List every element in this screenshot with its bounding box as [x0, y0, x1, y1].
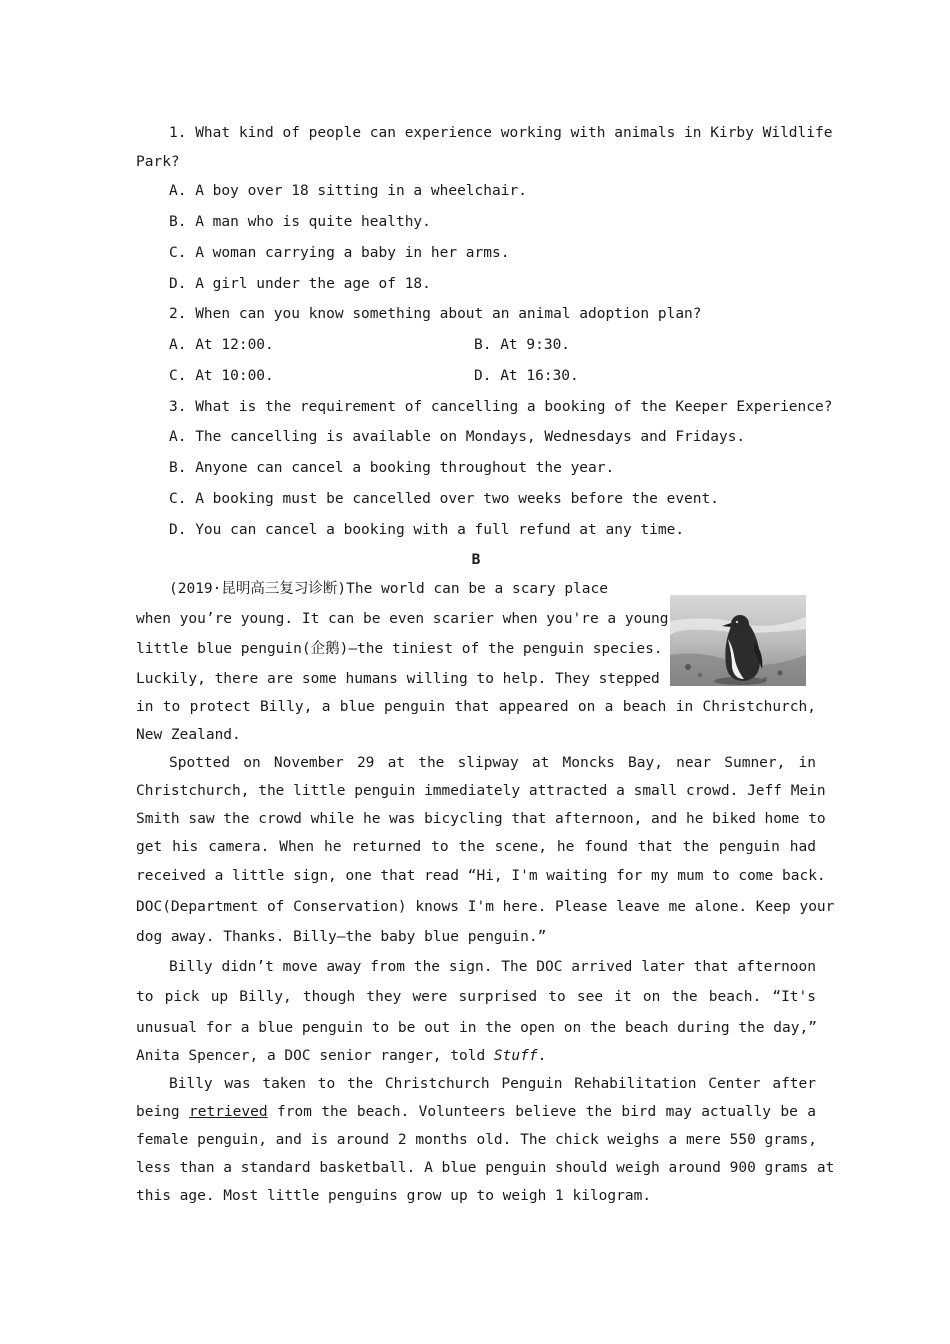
question-2-option-b: B. At 9:30.	[474, 337, 571, 353]
question-1-stem: 1. What kind of people can experience working with animals in Kirby Wildlife	[169, 125, 833, 141]
question-3-option-d: D. You can cancel a booking with a full refund at any time.	[169, 522, 685, 538]
section-heading: B	[471, 552, 481, 568]
stuff-source: Stuff	[493, 1048, 538, 1064]
p4-line-2-post: from the beach. Volunteers believe the bird may actually be a	[267, 1104, 816, 1120]
question-2-option-a: A. At 12:00.	[169, 337, 274, 353]
p1-line-1: (2019·昆明高三复习诊断)The world can be a scary place	[169, 581, 608, 597]
p2-line-1: Spotted on November 29 at the slipway at Moncks Bay, near Sumner, in	[169, 755, 816, 771]
p3-line-3: unusual for a blue penguin to be out in the open on the beach during the day,”	[136, 1020, 817, 1036]
p2-line-6: DOC(Department of Conservation) knows I'm here. Please leave me alone. Keep your	[136, 899, 835, 915]
p4-line-4: less than a standard basketball. A blue penguin should weigh around 900 grams at	[136, 1160, 835, 1176]
penguin-photo	[670, 595, 806, 686]
p3-line-2: to pick up Billy, though they were surprised to see it on the beach. “It's	[136, 989, 816, 1005]
question-1-option-a: A. A boy over 18 sitting in a wheelchair.	[169, 183, 527, 199]
p3-period: .	[537, 1048, 547, 1064]
question-1-option-c: C. A woman carrying a baby in her arms.	[169, 245, 510, 261]
p4-line-2-pre: being	[136, 1104, 190, 1120]
question-2-stem: 2. When can you know something about an animal adoption plan?	[169, 306, 702, 322]
p2-line-2: Christchurch, the little penguin immediately attracted a small crowd. Jeff Mein	[136, 783, 826, 799]
question-3-option-a: A. The cancelling is available on Mondays, Wednesdays and Fridays.	[169, 429, 746, 445]
question-1-stem-cont: Park?	[136, 154, 180, 170]
p1-line-4: Luckily, there are some humans willing to help. They stepped	[136, 671, 660, 687]
question-3-option-b: B. Anyone can cancel a booking throughout the year.	[169, 460, 615, 476]
retrieved-underlined: retrieved	[189, 1104, 268, 1120]
question-2-option-c: C. At 10:00.	[169, 368, 274, 384]
p1-line-6: New Zealand.	[136, 727, 241, 743]
p2-line-3: Smith saw the crowd while he was bicycling that afternoon, and he biked home to	[136, 811, 826, 827]
p1-line-2: when you’re young. It can be even scarier when you're a young	[136, 611, 669, 627]
question-3-option-c: C. A booking must be cancelled over two weeks before the event.	[169, 491, 719, 507]
question-1-option-b: B. A man who is quite healthy.	[169, 214, 431, 230]
p3-line-4	[136, 1045, 546, 1067]
p4-line-2	[136, 1101, 816, 1123]
p4-line-5: this age. Most little penguins grow up to weigh 1 kilogram.	[136, 1188, 652, 1204]
p2-line-4: get his camera. When he returned to the scene, he found that the penguin had	[136, 839, 816, 855]
p2-line-5: received a little sign, one that read “Hi, I'm waiting for my mum to come back.	[136, 868, 826, 884]
question-3-stem: 3. What is the requirement of cancelling a booking of the Keeper Experience?	[169, 399, 833, 415]
p4-line-1: Billy was taken to the Christchurch Penguin Rehabilitation Center after	[169, 1076, 816, 1092]
p2-line-7: dog away. Thanks. Billy—the baby blue penguin.”	[136, 929, 547, 945]
p1-line-5: in to protect Billy, a blue penguin that appeared on a beach in Christchurch,	[136, 699, 816, 715]
question-2-option-d: D. At 16:30.	[474, 368, 579, 384]
question-1-option-d: D. A girl under the age of 18.	[169, 276, 431, 292]
p3-line-1: Billy didn’t move away from the sign. The DOC arrived later that afternoon	[169, 959, 816, 975]
p3-line-4-text: Anita Spencer, a DOC senior ranger, told	[136, 1048, 494, 1064]
p4-line-3: female penguin, and is around 2 months old. The chick weighs a mere 550 grams,	[136, 1132, 817, 1148]
p1-line-3: little blue penguin(企鹅)—the tiniest of the penguin species.	[136, 641, 663, 657]
